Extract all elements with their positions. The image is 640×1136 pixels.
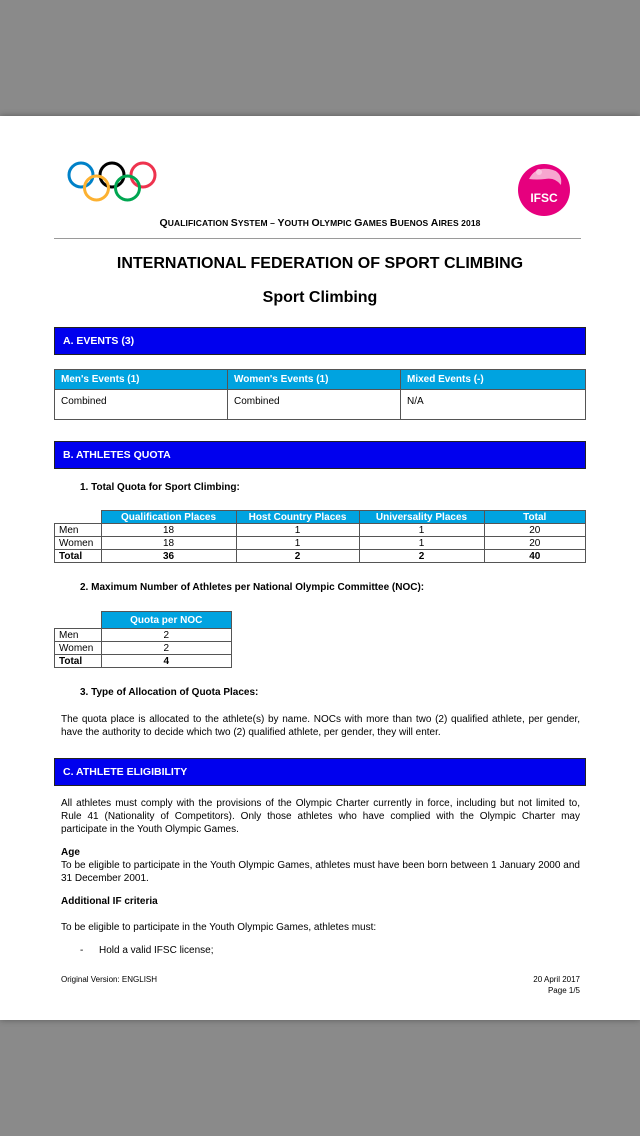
quota-column-qualification: Qualification Places [101, 511, 236, 524]
events-value-women: Combined [228, 390, 401, 420]
events-header-row [55, 370, 586, 390]
noc-cell: 2 [101, 629, 232, 642]
noc-row-men [55, 629, 232, 642]
noc-header-row [55, 612, 232, 629]
section-a-heading: A. EVENTS (3) [54, 327, 586, 355]
document-title: INTERNATIONAL FEDERATION OF SPORT CLIMBING [116, 255, 524, 272]
quota-cell: 20 [484, 537, 586, 550]
quota-cell: 18 [101, 524, 236, 537]
allocation-heading: 3. Type of Allocation of Quota Places: [80, 687, 259, 698]
ifsc-logo [515, 159, 573, 217]
qualification-system-header: QUALIFICATION SYSTEM – YOUTH OLYMPIC GAMES BUENOS AIRES 2018 [159, 217, 481, 229]
document-page [0, 116, 640, 1020]
quota-column-host: Host Country Places [236, 511, 359, 524]
events-table [54, 369, 586, 420]
quota-row-label: Women [55, 537, 102, 550]
noc-row-label: Women [55, 642, 102, 655]
footer-version: Original Version: ENGLISH [61, 975, 158, 984]
quota-cell: 2 [359, 550, 484, 563]
eligibility-intro: All athletes must comply with the provisions of the Olympic Charter currently in force, including but not limited to, Rule 41 (Nationality of Competitors). Only those athletes who have complied with the Olympic Charter may participate in the Youth Olympic Games. [61, 798, 580, 835]
quota-row-men [55, 524, 586, 537]
quota-cell: 36 [101, 550, 236, 563]
quota-cell: 20 [484, 524, 586, 537]
noc-row-label: Men [55, 629, 102, 642]
bullet-dash: - [80, 945, 84, 956]
events-value-men: Combined [55, 390, 228, 420]
events-column-men: Men's Events (1) [55, 370, 228, 390]
total-quota-heading: 1. Total Quota for Sport Climbing: [80, 482, 240, 493]
allocation-text: The quota place is allocated to the athlete(s) by name. NOCs with more than two (2) qualified athlete, per gender, have the authority to decide which two (2) qualified athlete, per gender, they will enter. [61, 714, 580, 738]
events-column-mixed: Mixed Events (-) [401, 370, 586, 390]
quota-row-women [55, 537, 586, 550]
quota-cell: 18 [101, 537, 236, 550]
bullet-ifsc-license: Hold a valid IFSC license; [99, 945, 214, 956]
quota-table [54, 510, 586, 563]
olympic-rings-logo [66, 160, 158, 204]
header-divider [54, 238, 581, 239]
max-athletes-heading: 2. Maximum Number of Athletes per National Olympic Committee (NOC): [80, 582, 425, 593]
noc-quota-table [54, 611, 232, 668]
document-subtitle: Sport Climbing [262, 289, 378, 306]
noc-header-blank [55, 612, 102, 629]
age-text: To be eligible to participate in the Youth Olympic Games, athletes must have been born between 1 January 2000 and 31 December 2001. [61, 860, 580, 884]
quota-cell: 1 [236, 537, 359, 550]
section-c-heading: C. ATHLETE ELIGIBILITY [54, 758, 586, 786]
quota-column-universality: Universality Places [359, 511, 484, 524]
svg-text:IFSC: IFSC [530, 191, 558, 205]
quota-header-blank [55, 511, 102, 524]
if-criteria-text: To be eligible to participate in the Youth Olympic Games, athletes must: [61, 922, 377, 933]
quota-cell: 1 [359, 537, 484, 550]
quota-cell: 1 [236, 524, 359, 537]
noc-cell: 4 [101, 655, 232, 668]
noc-cell: 2 [101, 642, 232, 655]
quota-row-label: Total [55, 550, 102, 563]
quota-row-total [55, 550, 586, 563]
noc-row-label: Total [55, 655, 102, 668]
quota-cell: 1 [359, 524, 484, 537]
footer-page: Page 1/5 [547, 986, 580, 995]
quota-cell: 2 [236, 550, 359, 563]
age-heading: Age [61, 847, 80, 858]
footer-date: 20 April 2017 [533, 975, 580, 984]
noc-row-total [55, 655, 232, 668]
noc-column-quota: Quota per NOC [101, 612, 232, 629]
if-criteria-heading: Additional IF criteria [61, 896, 158, 907]
quota-cell: 40 [484, 550, 586, 563]
quota-column-total: Total [484, 511, 586, 524]
events-column-women: Women's Events (1) [228, 370, 401, 390]
events-value-row [55, 390, 586, 420]
quota-row-label: Men [55, 524, 102, 537]
noc-row-women [55, 642, 232, 655]
quota-header-row [55, 511, 586, 524]
section-b-heading: B. ATHLETES QUOTA [54, 441, 586, 469]
events-value-mixed: N/A [401, 390, 586, 420]
